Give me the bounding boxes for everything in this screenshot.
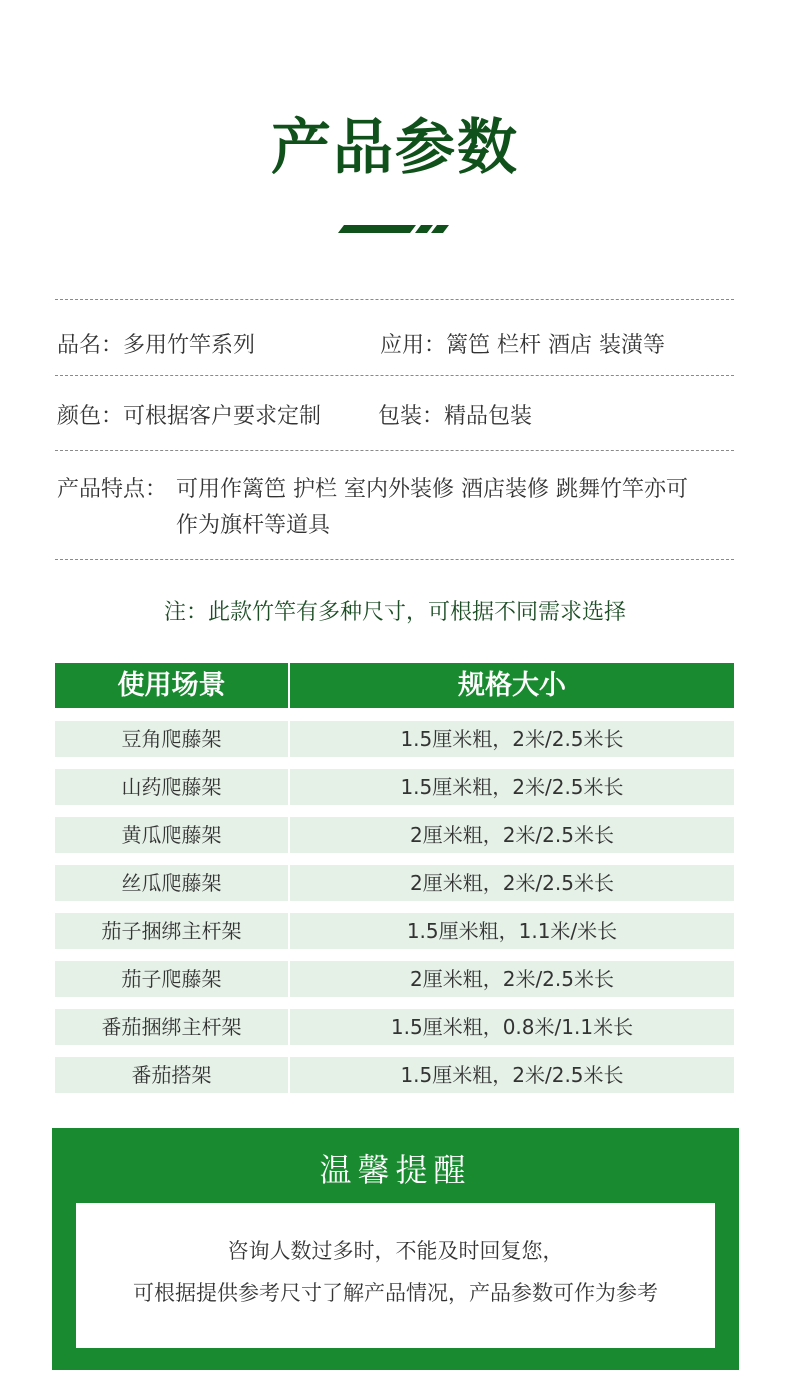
cell-scene: 山药爬藤架 — [121, 775, 222, 799]
table-row — [55, 817, 734, 853]
param-feature-line2: 作为旗杆等道具 — [176, 513, 331, 538]
param-name-value: 多用竹竿系列 — [123, 333, 256, 358]
header-spec: 规格大小 — [458, 670, 566, 701]
cell-scene: 番茄捆绑主杆架 — [101, 1015, 242, 1039]
param-usage — [380, 329, 665, 363]
cell-spec: 2厘米粗，2米/2.5米长 — [410, 967, 614, 991]
header-scene: 使用场景 — [117, 670, 226, 701]
cell-scene: 丝瓜爬藤架 — [121, 871, 222, 895]
cell-scene: 茄子捆绑主杆架 — [101, 919, 242, 943]
param-name — [57, 329, 255, 363]
divider — [55, 450, 734, 451]
param-usage-value: 篱笆 栏杆 酒店 装潢等 — [446, 333, 665, 358]
divider — [55, 375, 734, 376]
param-packaging — [378, 400, 532, 434]
param-color-label: 颜色： — [57, 404, 124, 429]
reminder-content — [76, 1203, 715, 1348]
table-row — [55, 1057, 734, 1093]
param-feature-line1: 可用作篱笆 护栏 室内外装修 酒店装修 跳舞竹竿亦可 — [176, 477, 688, 502]
param-usage-label: 应用： — [380, 333, 447, 358]
size-note: 注：此款竹竿有多种尺寸，可根据不同需求选择 — [163, 600, 626, 625]
cell-spec: 1.5厘米粗，2米/2.5米长 — [400, 775, 624, 799]
table-row — [55, 913, 734, 949]
table-row — [55, 865, 734, 901]
param-name-label: 品名： — [57, 333, 124, 358]
param-feature-label: 产品特点： — [57, 477, 168, 502]
reminder-line: 咨询人数过多时，不能及时回复您， — [227, 1239, 564, 1263]
reminder-line: 可根据提供参考尺寸了解产品情况，产品参数可作为参考 — [133, 1281, 658, 1305]
reminder-panel — [52, 1128, 739, 1370]
cell-spec: 1.5厘米粗，1.1米/米长 — [406, 919, 618, 943]
param-pack-value: 精品包装 — [444, 404, 533, 429]
cell-spec: 2厘米粗，2米/2.5米长 — [410, 871, 614, 895]
reminder-title: 温馨提醒 — [319, 1151, 472, 1189]
table-row — [55, 769, 734, 805]
cell-scene: 豆角爬藤架 — [121, 727, 222, 751]
table-row — [55, 1009, 734, 1045]
page-title: 产品参数 — [271, 113, 519, 183]
cell-spec: 1.5厘米粗，2米/2.5米长 — [400, 1063, 624, 1087]
table-header — [55, 663, 734, 708]
cell-spec: 2厘米粗，2米/2.5米长 — [410, 823, 614, 847]
param-pack-label: 包装： — [378, 404, 445, 429]
cell-scene: 茄子爬藤架 — [121, 967, 222, 991]
table-row — [55, 961, 734, 997]
table-row — [55, 721, 734, 757]
param-color — [57, 400, 321, 434]
cell-scene: 番茄搭架 — [131, 1063, 212, 1087]
divider — [55, 559, 734, 560]
cell-scene: 黄瓜爬藤架 — [121, 823, 222, 847]
param-color-value: 可根据客户要求定制 — [123, 404, 322, 429]
cell-spec: 1.5厘米粗，0.8米/1.1米长 — [390, 1015, 634, 1039]
cell-spec: 1.5厘米粗，2米/2.5米长 — [400, 727, 624, 751]
title-divider-decoration — [338, 225, 453, 237]
divider — [55, 299, 734, 300]
